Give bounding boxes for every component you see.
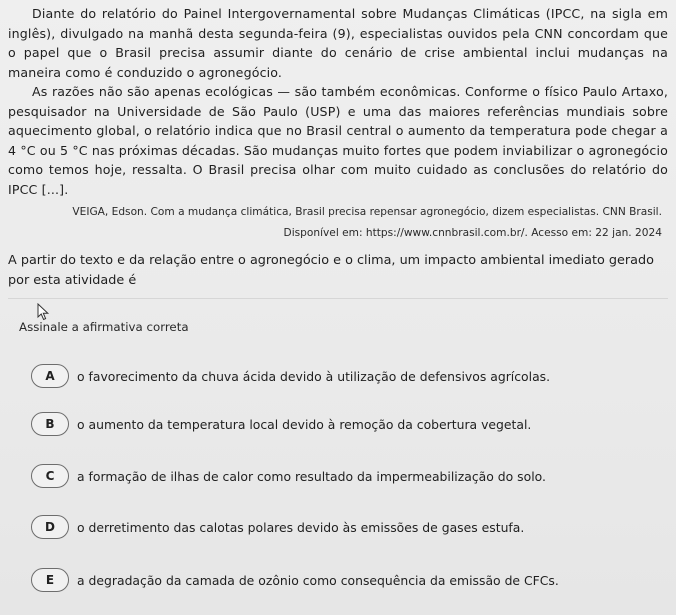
option-a-letter[interactable]: A — [31, 364, 69, 388]
option-d-text: o derretimento das calotas polares devido às emissões de gases estufa. — [77, 519, 525, 535]
option-a[interactable] — [31, 361, 550, 391]
option-b[interactable] — [31, 409, 531, 439]
citation-reference: VEIGA, Edson. Com a mudança climática, Brasil precisa repensar agronegócio, dizem especialistas. CNN Brasil. — [72, 206, 662, 218]
instruction-label: Assinale a afirmativa correta — [19, 320, 189, 334]
option-c-letter[interactable]: C — [31, 464, 69, 488]
option-e-letter[interactable]: E — [31, 568, 69, 592]
option-c[interactable] — [31, 461, 546, 491]
mouse-pointer-icon — [37, 303, 51, 321]
citation-availability: Disponível em: https://www.cnnbrasil.com.br/. Acesso em: 22 jan. 2024 — [283, 227, 662, 239]
excerpt-paragraph-2: As razões não são apenas ecológicas — são também econômicas. Conforme o físico Paulo Artaxo, pesquisador na Universidade de São Paulo (USP) e uma das maiores referências mundiais sobre aquecimento global, o relatório indica que no Brasil central o aumento da temperatura pode chegar a 4 °C ou 5 °C nas próximas décadas. São mudanças muito fortes que podem inviabilizar o agronegócio como temos hoje, ressalta. O Brasil precisa olhar com muito cuidado as conclusões do relatório do IPCC [...]. — [8, 84, 668, 197]
option-b-text: o aumento da temperatura local devido à remoção da cobertura vegetal. — [77, 416, 532, 432]
option-d-letter[interactable]: D — [31, 515, 69, 539]
option-e-text: a degradação da camada de ozônio como consequência da emissão de CFCs. — [77, 572, 559, 588]
option-a-text: o favorecimento da chuva ácida devido à utilização de defensivos agrícolas. — [77, 368, 551, 384]
option-b-letter[interactable]: B — [31, 412, 69, 436]
option-d[interactable] — [31, 512, 524, 542]
question-prompt: A partir do texto e da relação entre o agronegócio e o clima, um impacto ambiental imediato gerado por esta atividade é — [8, 253, 654, 288]
option-c-text: a formação de ilhas de calor como resultado da impermeabilização do solo. — [77, 468, 546, 484]
divider — [8, 298, 668, 299]
option-e[interactable] — [31, 565, 559, 595]
excerpt-paragraph-1: Diante do relatório do Painel Intergovernamental sobre Mudanças Climáticas (IPCC, na sigla em inglês), divulgado na manhã desta segunda-feira (9), especialistas ouvidos pela CNN concordam que o papel que o Brasil precisa assumir diante do cenário de crise ambiental inclui mudanças na maneira como é conduzido o agronegócio. — [8, 6, 668, 80]
